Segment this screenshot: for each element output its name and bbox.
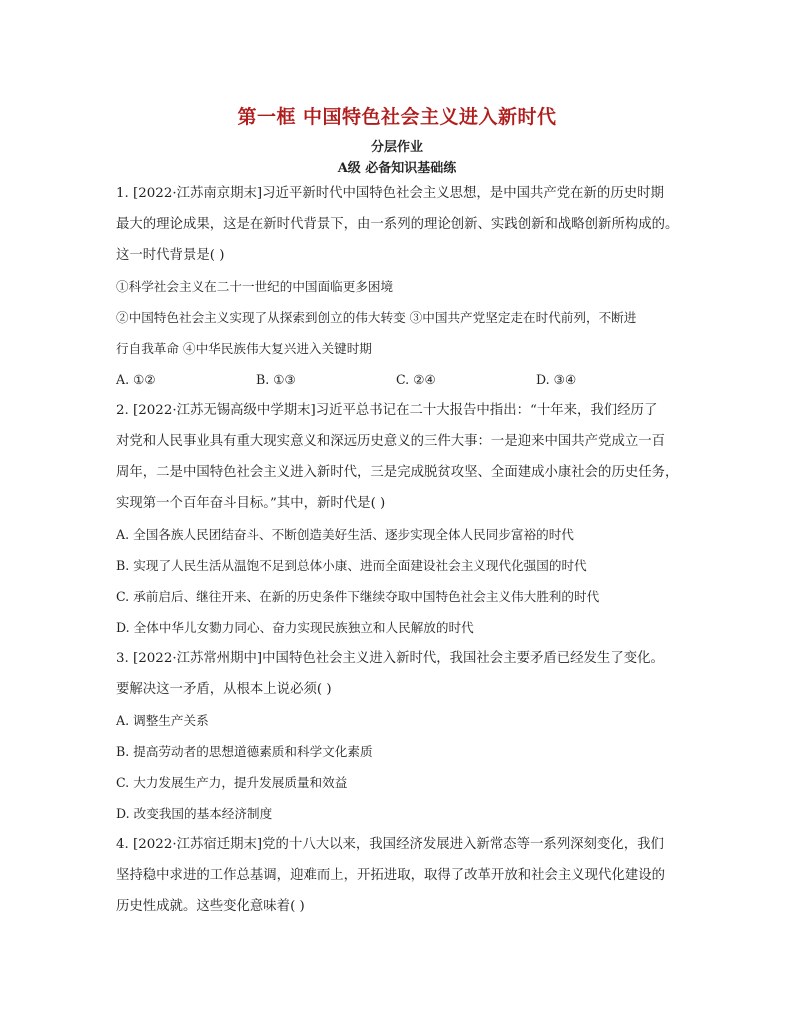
question-1-line: 1. [2022·江苏南京期末]习近平新时代中国特色社会主义思想，是中国共产党在新的历史时期 xyxy=(116,186,664,201)
option-a[interactable]: A. ①② xyxy=(116,372,156,387)
option-b[interactable]: B. ①③ xyxy=(256,372,296,387)
option-a[interactable]: A. 全国各族人民团结奋斗、不断创造美好生活、逐步实现全体人民同步富裕的时代 xyxy=(116,527,574,542)
question-4-line: 4. [2022·江苏宿迁期末]党的十八大以来，我国经济发展进入新常态等一系列深刻变化，我们 xyxy=(116,837,664,852)
question-1-line: 最大的理论成果，这是在新时代背景下，由一系列的理论创新、实践创新和战略创新所构成的。 xyxy=(116,217,679,232)
option-b[interactable]: B. 提高劳动者的思想道德素质和科学文化素质 xyxy=(116,744,373,759)
question-1-line: 这一时代背景是( ) xyxy=(116,248,225,263)
page-title: 第一框 中国特色社会主义进入新时代 xyxy=(237,106,557,128)
option-c[interactable]: C. ②④ xyxy=(396,372,436,387)
question-1-options xyxy=(116,364,681,395)
level-heading: A级 必备知识基础练 xyxy=(337,161,457,176)
question-2-line: 实现第一个百年奋斗目标。”其中，新时代是( ) xyxy=(116,496,386,511)
question-4-line: 历史性成就。这些变化意味着( ) xyxy=(116,899,305,914)
question-1-statement: 行自我革命 ④中华民族伟大复兴进入关键时期 xyxy=(116,341,372,356)
option-a[interactable]: A. 调整生产关系 xyxy=(116,713,209,728)
question-2-line: 对党和人民事业具有重大现实意义和深远历史意义的三件大事：一是迎来中国共产党成立一百 xyxy=(116,434,666,449)
option-b[interactable]: B. 实现了人民生活从温饱不足到总体小康、进而全面建设社会主义现代化强国的时代 xyxy=(116,558,587,573)
question-1-statement: ①科学社会主义在二十一世纪的中国面临更多困境 xyxy=(116,279,394,294)
option-d[interactable]: D. 全体中华儿女勠力同心、奋力实现民族独立和人民解放的时代 xyxy=(116,620,474,635)
question-2-line: 周年，二是中国特色社会主义进入新时代，三是完成脱贫攻坚、全面建成小康社会的历史任务， xyxy=(116,465,679,480)
question-3-line: 3. [2022·江苏常州期中]中国特色社会主义进入新时代，我国社会主要矛盾已经发生了变化。 xyxy=(116,651,664,666)
question-1-statement: ②中国特色社会主义实现了从探索到创立的伟大转变 ③中国共产党坚定走在时代前列，不断进 xyxy=(116,310,637,325)
option-d[interactable]: D. ③④ xyxy=(536,372,577,387)
question-4 xyxy=(116,829,681,922)
question-4-line: 坚持稳中求进的工作总基调，迎难而上，开拓进取，取得了改革开放和社会主义现代化建设的 xyxy=(116,868,666,883)
question-3-line: 要解决这一矛盾，从根本上说必须( ) xyxy=(116,682,332,697)
section-subtitle: 分层作业 xyxy=(370,140,423,155)
option-c[interactable]: C. 大力发展生产力，提升发展质量和效益 xyxy=(116,775,348,790)
option-d[interactable]: D. 改变我国的基本经济制度 xyxy=(116,806,273,821)
question-2-line: 2. [2022·江苏无锡高级中学期末]习近平总书记在二十大报告中指出：“十年来，我们经历了 xyxy=(116,403,658,418)
option-c[interactable]: C. 承前启后、继往开来、在新的历史条件下继续夺取中国特色社会主义伟大胜利的时代 xyxy=(116,589,600,604)
question-2 xyxy=(116,395,681,643)
question-3 xyxy=(116,643,681,829)
question-content xyxy=(116,178,681,922)
question-1 xyxy=(116,178,681,395)
